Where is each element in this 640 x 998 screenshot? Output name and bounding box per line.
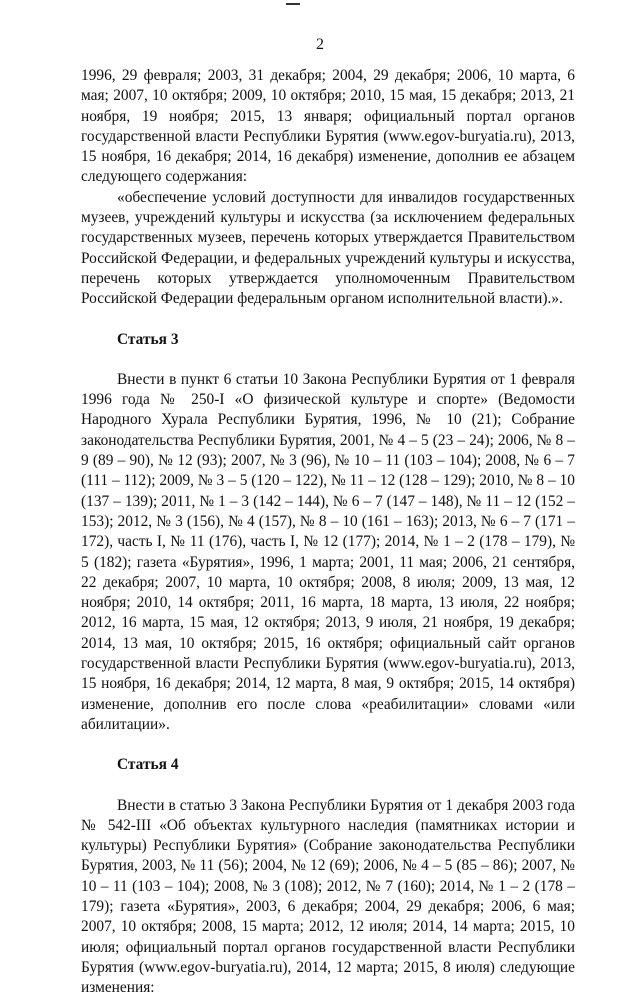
article-4-text: Внести в статью 3 Закона Республики Бурятия от 1 декабря 2003 года № 542-III «Об объектах культурного наследия (памятниках истории и культуры) Республики Бурятия» (Собрание законодательства Республики Бурятия, 2003, № 11 (56); 2004, № 12 (69); 2006, № 4 – 5 (85 – 86); 2007, № 10 – 11 (103 – 104); 2008, № 3 (108); 2012, № 7 (160); 2014, № 1 – 2 (178 – 179); газета «Бурятия», 2003, 6 декабря; 2004, 29 декабря; 2006, 6 мая; 2007, 10 октября; 2008, 15 марта; 2012, 12 июля; 2014, 14 марта; 2015, 10 июля; официальный портал органов государственной власти Республики Бурятия (www.egov-buryatia.ru), 2014, 12 марта; 2015, 8 июля) следующие изменения: — [81, 796, 575, 998]
paragraph-quoted-addition: «обеспечение условий доступности для инвалидов государственных музеев, учреждений культуры и искусства (за исключением федеральных государственных музеев, перечень которых утверждается Правительством Российской Федерации, и федеральных учреждений культуры и искусства, перечень которых утверждается уполномоченным Правительством Российской Федерации федеральным органом исполнительной власти).». — [81, 188, 575, 310]
article-4-heading: Статья 4 — [81, 755, 575, 775]
top-scan-mark — [286, 3, 300, 5]
paragraph-continuation: 1996, 29 февраля; 2003, 31 декабря; 2004, 29 декабря; 2006, 10 марта, 6 мая; 2007, 10 октября; 2009, 10 октября; 2010, 15 мая, 15 декабря; 2013, 21 ноября, 19 ноября; 2015, 13 января; официальный портал органов государственной власти Республики Бурятия (www.egov-buryatia.ru), 2013, 15 ноября, 16 декабря; 2014, 16 декабря) изменение, дополнив ее абзацем следующего содержания: — [81, 66, 575, 188]
article-3-heading: Статья 3 — [81, 330, 575, 350]
document-body — [81, 66, 575, 998]
page-number: 2 — [0, 36, 640, 54]
article-3-text: Внести в пункт 6 статьи 10 Закона Республики Бурятия от 1 февраля 1996 года № 250-I «О физической культуре и спорте» (Ведомости Народного Хурала Республики Бурятия, 1996, № 10 (21); Собрание законодательства Республики Бурятия, 2001, № 4 – 5 (23 – 24); 2006, № 8 – 9 (89 – 90), № 12 (93); 2007, № 3 (96), № 10 – 11 (103 – 104); 2008, № 6 – 7 (111 – 112); 2009, № 3 – 5 (120 – 122), № 11 – 12 (128 – 129); 2010, № 8 – 10 (137 – 139); 2011, № 1 – 3 (142 – 144), № 6 – 7 (147 – 148), № 11 – 12 (152 – 153); 2012, № 3 (156), № 4 (157), № 8 – 10 (161 – 163); 2013, № 6 – 7 (171 – 172), часть I, № 11 (176), часть I, № 12 (177); 2014, № 1 – 2 (178 – 179), № 5 (182); газета «Бурятия», 1996, 1 марта; 2001, 11 мая; 2006, 21 сентября, 22 декабря; 2007, 10 марта, 10 октября; 2008, 8 июля; 2009, 13 мая, 12 ноября; 2010, 14 октября; 2011, 16 марта, 18 марта, 13 июля, 22 ноября; 2012, 16 марта, 15 мая, 12 октября; 2013, 9 июля, 21 ноября, 19 декабря; 2014, 13 мая, 10 октября; 2015, 16 октября; официальный сайт органов государственной власти Республики Бурятия (www.egov-buryatia.ru), 2013, 15 ноября, 16 декабря; 2014, 12 марта, 8 мая, 9 октября; 2015, 14 октября) изменение, дополнив его после слова «реабилитации» словами «или абилитации». — [81, 370, 575, 735]
